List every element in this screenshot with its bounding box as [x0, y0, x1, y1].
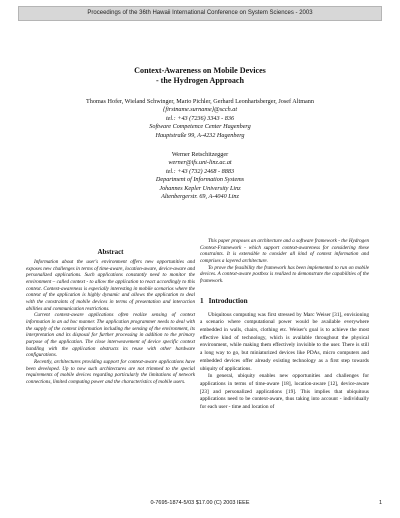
right-column — [200, 238, 369, 412]
abstract-paragraph: Current context-aware applications often realize sensing of context information in an ad hoc manner. The application programmer needs to deal with the supply of the context information including the sensing of the environment, its interpretation and its disposal for further processing in addition to the primary purpose of the application. The close interweavement of device specific context handling with the application obstructs its reuse with other hardware configurations. — [26, 312, 195, 359]
section-heading-introduction — [200, 297, 369, 306]
abstract-heading: Abstract — [97, 248, 124, 256]
proceedings-header: Proceedings of the 36th Hawaii International Conference on System Sciences - 2003 — [18, 6, 382, 21]
introduction-paragraph: In general, ubiquity enables new opportunities and challenges for applications in terms of time-aware [18], location-aware [12], device-aware [23] and personalized applications [19]. This implies that ubiquitous applications need to be context-aware, thus taking into account - individually for each user - time and location of — [200, 373, 369, 411]
author2-dept: Department of Information Systems — [155, 176, 245, 184]
author-tel: tel.: +43 (7236) 3343 - 836 — [165, 114, 235, 122]
abstract-paragraph: This paper proposes an architecture and a software framework - the Hydrogen Context-Framework - which support context-awareness for considering these constraints. It is extensible to consider all kind of context information and comprises a layered architecture. — [200, 238, 369, 264]
footer-isbn: 0-7695-1874-5/03 $17.00 (C) 2003 IEEE — [150, 500, 250, 506]
author-email: {firstname.surname}@scch.at — [162, 106, 238, 114]
abstract-paragraph: Recently, architectures providing support for context-aware applications have been developed. Up to now such architectures are not trimmed to the special requirements of mobile devices regarding particularly the limitations of network connections, limited computing power and the characteristics of mobile users. — [26, 358, 195, 385]
title-line-2: - the Hydrogen Approach — [155, 76, 245, 85]
introduction-paragraph: Ubiquitous computing was first stressed by Marc Weiser [31], envisioning a scenario where computational power would be available everywhere embedded in walls, chairs, clothing etc. Weiser's goal is to achieve the most effective kind of technology, which is available throughout the physical environment, while making them effectively invisible to the user. There is still a long way to go, but miniaturized devices like PDAs, micro computers and embedded devices offer already existing technology as a first step towards ubiquity of applications. — [200, 311, 369, 372]
left-column — [26, 238, 195, 385]
abstract-paragraph: To prove the feasibility the framework has been implemented to run on mobile devices. A context-aware postbox is realized to demonstrate the capabilities of the framework. — [200, 264, 369, 284]
author-block — [20, 98, 380, 201]
author-org: Software Competence Center Hagenberg — [149, 123, 251, 131]
author2-tel: tel.: +43 (732) 2468 - 8883 — [165, 167, 235, 175]
introduction-body — [200, 312, 369, 412]
page-number: 1 — [378, 500, 382, 506]
abstract-paragraph: Information about the user's environment offers new opportunities and exposes new challenges in terms of time-aware, location-aware, device-aware and personalized applications. Such applications constantly need to monitor the environment – called context - to allow the application to react accordingly to this context. Context-awareness is especially interesting in mobile scenarios where the context of the application is highly dynamic and allows the application to deal with the constraints of mobile devices in terms of presentation and interaction abilities and communication restrictions. — [26, 259, 195, 312]
abstract-body — [26, 259, 195, 385]
author-address: Hauptstraße 99, A-4232 Hagenberg — [155, 131, 245, 139]
section-number: 1 — [200, 296, 204, 305]
paper-title — [40, 66, 360, 86]
author2-name: Werner Retschitzegger — [171, 151, 229, 159]
author-names: Thomas Hofer, Wieland Schwinger, Mario Pichler, Gerhard Leonhartsberger, Josef Altmann — [86, 98, 314, 105]
author2-email: werner@ifs.uni-linz.ac.at — [168, 159, 232, 167]
author2-address: Altenbergerstr. 69, A-4040 Linz — [161, 193, 239, 201]
title-line-1: Context-Awareness on Mobile Devices — [134, 66, 266, 75]
abstract-continued — [200, 238, 369, 285]
section-title: Introduction — [208, 296, 248, 305]
author2-univ: Johannes Kepler University Linz — [159, 184, 241, 192]
